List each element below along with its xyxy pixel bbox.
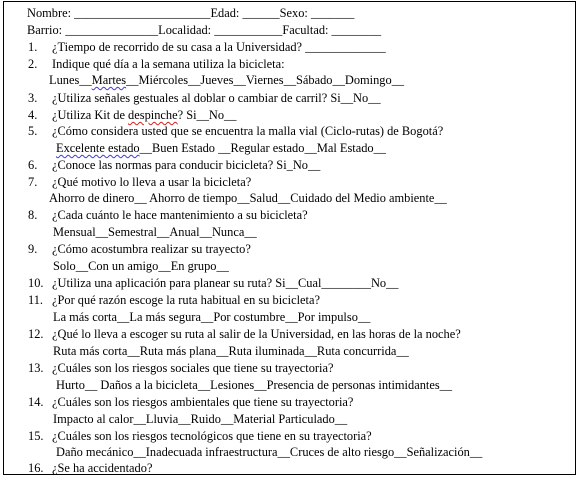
question-text: ¿Utiliza señales gestuales al doblar o cambiar de carril? Si__No__ xyxy=(52,91,381,105)
survey-frame xyxy=(3,1,576,475)
question-number: 6. xyxy=(28,158,38,172)
question-text: ¿Por qué razón escoge la ruta habitual en su bicicleta? xyxy=(52,293,321,307)
question-text: ¿Qué motivo lo lleva a usar la bicicleta? xyxy=(52,175,252,189)
environmental-risk-options: Impacto al calor__Lluvia__Ruido__Material Particulado__ xyxy=(53,412,348,426)
misspelled-word: despinche xyxy=(128,108,178,122)
question-number: 15. xyxy=(28,429,44,443)
question-number: 14. xyxy=(28,395,44,409)
question-text-end: ? Si__No__ xyxy=(177,108,237,122)
option-excelente-estado: Excelente estado xyxy=(56,141,140,155)
day-options-rest: __Miércoles__Jueves__Viernes__Sábado__Domingo__ xyxy=(126,73,405,87)
day-option-martes: Martes xyxy=(91,73,127,87)
header-line-1: Nombre: ______________________Edad: ______Sexo: _______ xyxy=(27,6,355,20)
question-number: 12. xyxy=(28,327,44,341)
tech-risk-options: Daño mecánico__Inadecuada infraestructura__Cruces de alto riesgo__Señalización__ xyxy=(56,445,483,459)
question-text: ¿Se ha accidentado? xyxy=(52,461,153,475)
question-number: 11. xyxy=(28,293,44,307)
question-number: 16. xyxy=(28,461,44,475)
question-text: ¿Conoce las normas para conducir bicicleta? Si_No__ xyxy=(52,158,321,172)
question-number: 13. xyxy=(28,361,44,375)
question-text: ¿Qué lo lleva a escoger su ruta al salir de la Universidad, en las horas de la noche? xyxy=(52,327,461,341)
question-text: Indique qué día a la semana utiliza la bicicleta: xyxy=(52,57,285,71)
question-number: 1. xyxy=(28,40,38,54)
road-condition-options xyxy=(56,141,386,155)
maintenance-options: Mensual__Semestral__Anual__Nunca__ xyxy=(53,225,257,239)
route-reason-options: La más corta__La más segura__Por costumbre__Por impulso__ xyxy=(53,310,371,324)
question-number: 7. xyxy=(28,175,38,189)
header-line-2: Barrio: _______________Localidad: ___________Facultad: ________ xyxy=(27,23,382,37)
question-number: 2. xyxy=(28,57,38,71)
question-text: ¿Cuáles son los riesgos ambientales que tiene su trayectoria? xyxy=(52,395,354,409)
day-options-start: Lunes__ xyxy=(49,73,92,87)
question-text-start: ¿Utiliza Kit de xyxy=(52,108,129,122)
question-text: ¿Utiliza una aplicación para planear su ruta? Si__Cual________No__ xyxy=(52,276,399,290)
question-text: ¿Cada cuánto le hace mantenimiento a su bicicleta? xyxy=(52,208,308,222)
day-options xyxy=(49,73,404,87)
option-rest: __Buen Estado __Regular estado__Mal Estado__ xyxy=(139,141,387,155)
social-risk-options: Hurto__ Daños a la bicicleta__Lesiones__Presencia de personas intimidantes__ xyxy=(56,378,453,392)
question-number: 10. xyxy=(28,276,44,290)
question-number: 9. xyxy=(28,242,38,256)
question-text: ¿Cómo considera usted que se encuentra la malla vial (Ciclo-rutas) de Bogotá? xyxy=(52,124,444,138)
question-text xyxy=(52,108,236,122)
question-number: 4. xyxy=(28,108,38,122)
company-options: Solo__Con un amigo__En grupo__ xyxy=(53,259,229,273)
question-text: ¿Cuáles son los riesgos tecnológicos que tiene en su trayectoria? xyxy=(52,429,372,443)
question-text: ¿Cuáles son los riesgos sociales que tiene su trayectoria? xyxy=(52,361,334,375)
question-number: 3. xyxy=(28,91,38,105)
question-number: 8. xyxy=(28,208,38,222)
question-number: 5. xyxy=(28,124,38,138)
night-route-options: Ruta más corta__Ruta más plana__Ruta iluminada__Ruta concurrida__ xyxy=(53,344,409,358)
motive-options: Ahorro de dinero__ Ahorro de tiempo__Salud__Cuidado del Medio ambiente__ xyxy=(49,191,447,205)
question-text: ¿Cómo acostumbra realizar su trayecto? xyxy=(52,242,251,256)
question-text: ¿Tiempo de recorrido de su casa a la Universidad? _____________ xyxy=(52,40,386,54)
